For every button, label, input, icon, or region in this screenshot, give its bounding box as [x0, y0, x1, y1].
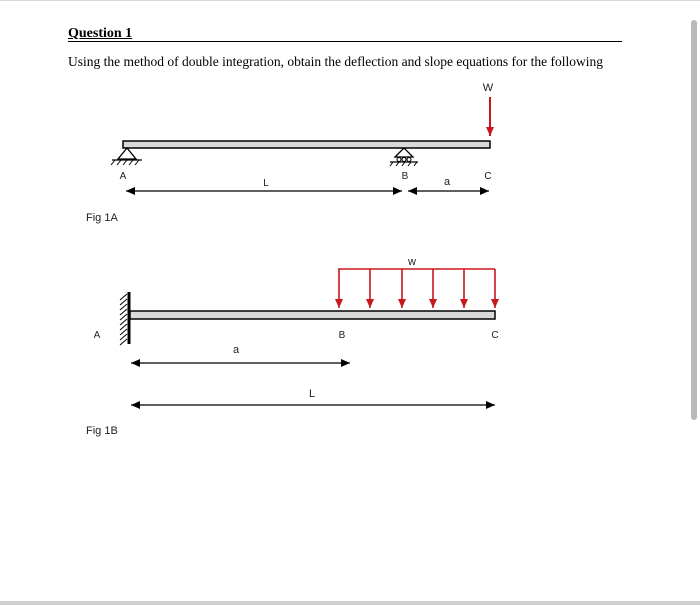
fig1b-label-a: A: [93, 330, 101, 341]
fig1b-fixed-support-icon: [120, 292, 129, 345]
fig1b-diagram: [86, 256, 499, 437]
fig1a-label-b: B: [401, 171, 409, 182]
fig1a-load-label: W: [482, 82, 494, 94]
fig1a-label-a: A: [119, 171, 127, 182]
fig1b-label-b: B: [338, 330, 346, 341]
question-heading: Question 1: [68, 26, 133, 41]
fig1a-dim-l-label: L: [263, 178, 269, 189]
fig1b-beam: [130, 311, 495, 319]
fig1b-load-label: w: [408, 256, 416, 268]
fig1b-label-c: C: [491, 330, 499, 341]
fig1a-roller-support-icon: [390, 148, 418, 166]
fig1a-pin-support-icon: [111, 148, 142, 165]
fig1a-dim-a-label: a: [443, 176, 451, 188]
fig1b-dim-l-label: L: [308, 388, 316, 400]
fig1b-distributed-load-arrows: [339, 269, 495, 308]
fig1a-label-c: C: [484, 171, 492, 182]
fig1b-caption: Fig 1B: [86, 425, 118, 437]
fig1a-diagram: [86, 82, 494, 224]
fig1a-caption: Fig 1A: [86, 212, 118, 224]
fig1b-dim-a-label: a: [232, 344, 240, 356]
question-prompt: Using the method of double integration, obtain the deflection and slope equations for the following: [68, 54, 604, 69]
fig1a-beam: [123, 141, 490, 148]
